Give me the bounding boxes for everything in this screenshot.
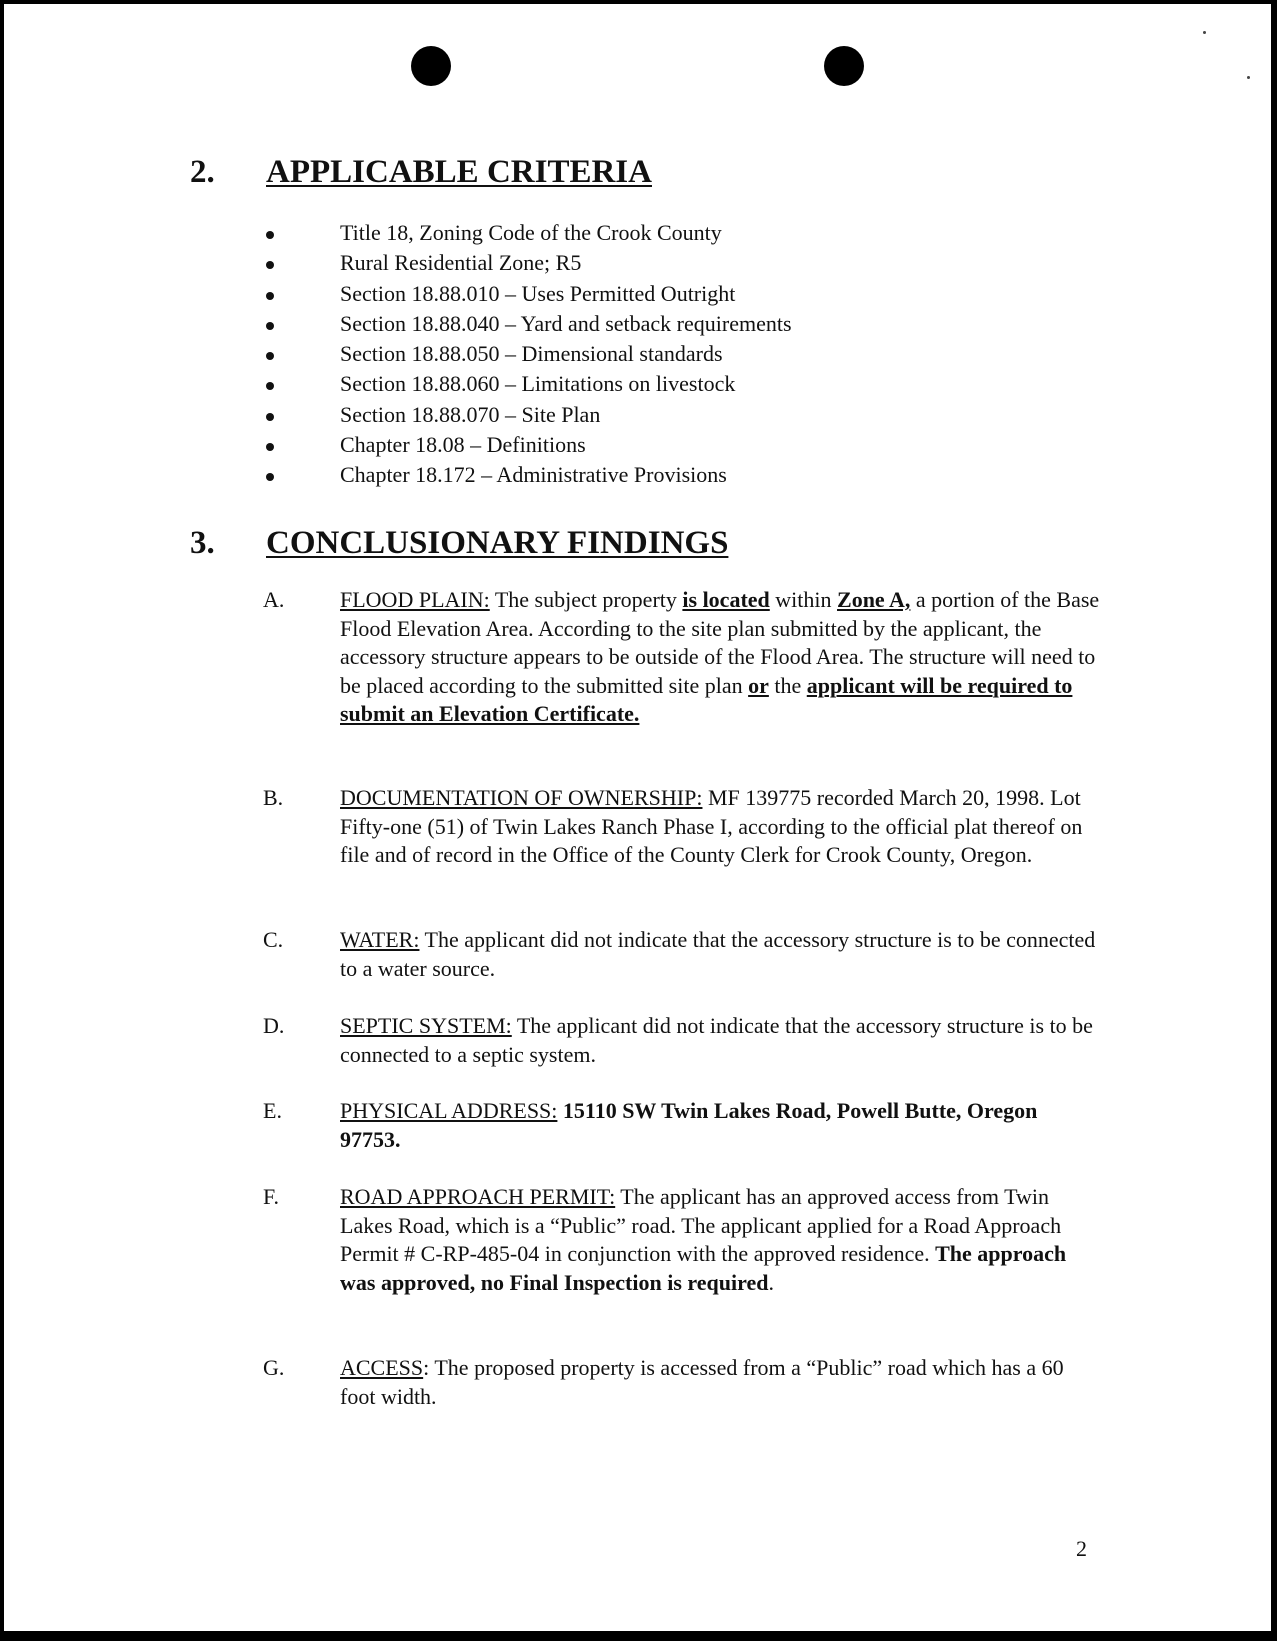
finding-letter: G. (263, 1355, 285, 1380)
bullet-icon (266, 443, 274, 451)
scan-speck (1203, 31, 1206, 34)
finding-heading: FLOOD PLAIN: (340, 587, 490, 612)
bullet-icon (266, 292, 274, 300)
finding-letter: E. (263, 1098, 282, 1123)
page-number: 2 (1076, 1536, 1087, 1561)
finding-body: ROAD APPROACH PERMIT: The applicant has an approved access from Twin Lakes Road, which is a “Public” road. The applicant applied for a Road Approach Permit # C-RP-485-04 in conjunction with the approved residence. The approach was approved, no Final Inspection is required. (340, 1184, 1067, 1295)
section-title: APPLICABLE CRITERIA (266, 154, 652, 190)
section-number: 3. (190, 525, 215, 561)
finding-heading: ACCESS (340, 1355, 424, 1380)
hole-punch-left (411, 46, 451, 86)
section-title: CONCLUSIONARY FINDINGS (266, 525, 729, 561)
bullet-icon (266, 322, 274, 330)
section-number: 2. (190, 154, 215, 190)
finding-heading: ROAD APPROACH PERMIT: (340, 1184, 616, 1209)
bullet-icon (266, 473, 274, 481)
finding-letter: A. (263, 587, 285, 612)
finding-body: FLOOD PLAIN: The subject property is located within Zone A, a portion of the Base Flood Elevation Area. According to the site plan submitted by the applicant, the accessory structure appears to be outside of the Flood Area. The structure will need to be placed according to the submitted site plan or the applicant will be required to submit an Elevation Certificate. (340, 587, 1100, 726)
bullet-icon (266, 352, 274, 360)
finding-heading: PHYSICAL ADDRESS: (340, 1098, 558, 1123)
bullet-icon (266, 231, 274, 239)
finding-body: SEPTIC SYSTEM: The applicant did not indicate that the accessory structure is to be connected to a septic system. (340, 1013, 1093, 1067)
finding-heading: DOCUMENTATION OF OWNERSHIP: (340, 785, 703, 810)
bullet-icon (266, 261, 274, 269)
finding-body: DOCUMENTATION OF OWNERSHIP: MF 139775 recorded March 20, 1998. Lot Fifty-one (51) of Twin Lakes Ranch Phase I, according to the official plat thereof on file and of record in the Office of the County Clerk for Crook County, Oregon. (340, 785, 1083, 867)
finding-letter: C. (263, 927, 284, 952)
finding-letter: D. (263, 1013, 285, 1038)
finding-body: ACCESS: The proposed property is accessed from a “Public” road which has a 60 foot width. (340, 1355, 1064, 1409)
finding-body: WATER: The applicant did not indicate that the accessory structure is to be connected to a water source. (340, 927, 1096, 981)
finding-letter: B. (263, 785, 284, 810)
bullet-icon (266, 413, 274, 421)
finding-heading: SEPTIC SYSTEM: (340, 1013, 512, 1038)
finding-heading: WATER: (340, 927, 420, 952)
bullet-icon (266, 382, 274, 390)
hole-punch-right (824, 46, 864, 86)
finding-letter: F. (263, 1184, 279, 1209)
finding-body: PHYSICAL ADDRESS: 15110 SW Twin Lakes Road, Powell Butte, Oregon 97753. (340, 1098, 1038, 1152)
scan-speck (1247, 76, 1250, 79)
